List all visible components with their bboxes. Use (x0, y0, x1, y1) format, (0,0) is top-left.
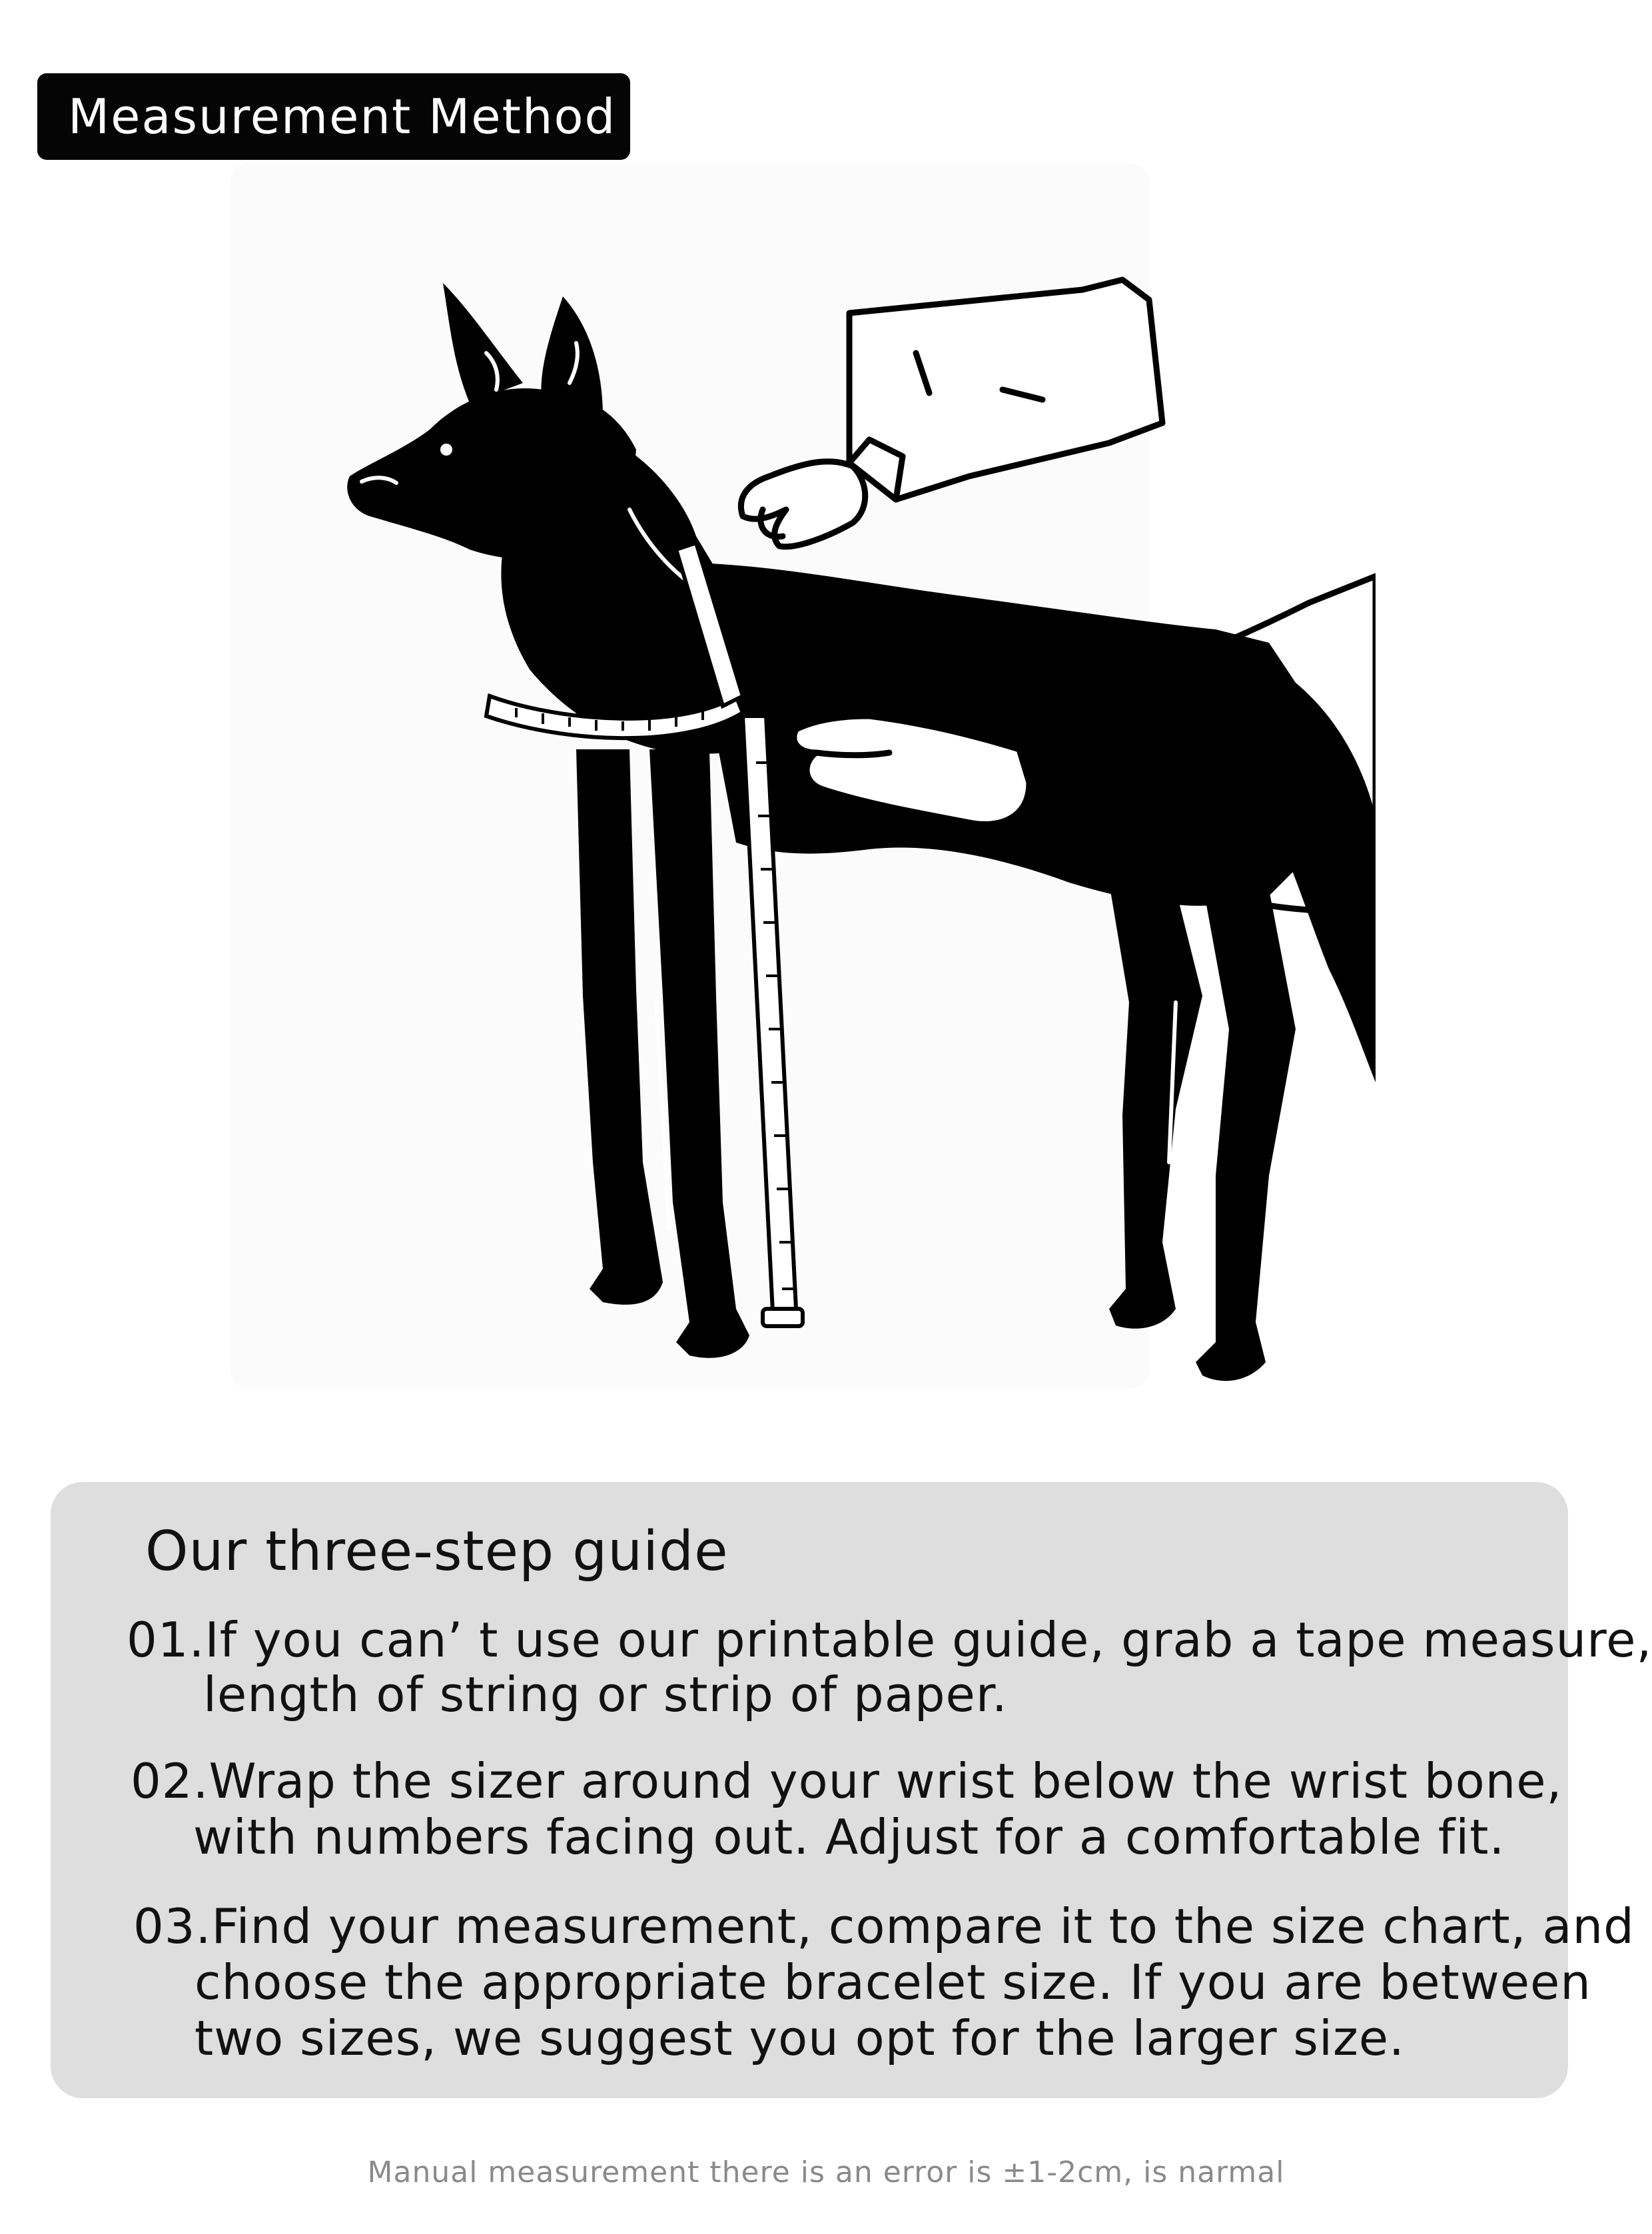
dog-measure-illustration (230, 163, 1376, 1389)
step-3-line-2: choose the appropriate bracelet size. If you are between (195, 1954, 1591, 2010)
error-note: Manual measurement there is an error is ±1-2cm, is narmal (367, 2155, 1285, 2189)
dog-measure-svg (230, 163, 1376, 1389)
step-2-line-2: with numbers facing out. Adjust for a comfortable fit. (193, 1809, 1505, 1865)
page-title: Measurement Method (68, 89, 617, 145)
guide-title: Our three-step guide (145, 1520, 729, 1583)
step-3-line-3: two sizes, we suggest you opt for the larger size. (195, 2010, 1405, 2066)
title-badge (37, 73, 630, 160)
step-1-line-2: length of string or strip of paper. (203, 1667, 1008, 1722)
step-1-line-1: 01.If you can’ t use our printable guide, grab a tape measure, (127, 1612, 1652, 1668)
step-2-line-1: 02.Wrap the sizer around your wrist below the wrist bone, (131, 1753, 1563, 1809)
step-3-line-1: 03.Find your measurement, compare it to the size chart, and (133, 1898, 1635, 1954)
